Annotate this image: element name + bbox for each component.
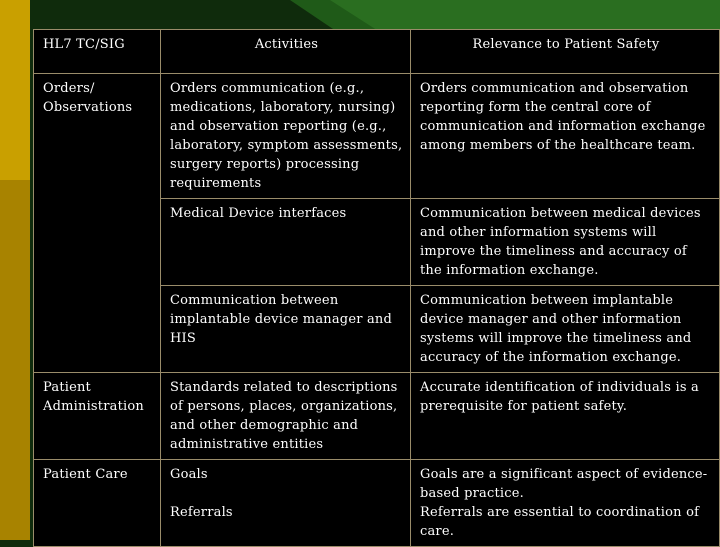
table-row <box>34 74 720 199</box>
activity-cell <box>161 460 411 547</box>
header-tc-sig: HL7 TC/SIG <box>34 30 161 74</box>
group-cell: Patient Care <box>34 460 161 547</box>
group-cell: Patient Administration <box>34 373 161 460</box>
relevance-cell: Communication between medical devices and other information systems will improve the timeliness and accuracy of the information exchange. <box>411 199 720 286</box>
relevance-referrals: Referrals are essential to coordination of care. <box>420 505 700 539</box>
activity-cell: Standards related to descriptions of persons, places, organizations, and other demographic and administrative entities <box>161 373 411 460</box>
activity-referrals: Referrals <box>170 505 233 520</box>
activity-cell: Orders communication (e.g., medications, laboratory, nursing) and observation reporting (e.g., laboratory, symptom assessments, surgery reports) processing requirements <box>161 74 411 199</box>
header-relevance: Relevance to Patient Safety <box>411 30 720 74</box>
header-row <box>34 30 720 74</box>
relevance-cell: Orders communication and observation reporting form the central core of communication and information exchange among members of the healthcare team. <box>411 74 720 199</box>
header-activities: Activities <box>161 30 411 74</box>
safety-table <box>33 29 720 547</box>
activity-cell: Communication between implantable device manager and HIS <box>161 286 411 373</box>
accent-bar-lower <box>0 180 30 540</box>
table-row <box>34 460 720 547</box>
activity-cell: Medical Device interfaces <box>161 199 411 286</box>
relevance-cell <box>411 460 720 547</box>
relevance-cell: Communication between implantable device manager and other information systems will improve the timeliness and accuracy of the information exchange. <box>411 286 720 373</box>
activity-goals: Goals <box>170 467 208 482</box>
relevance-goals: Goals are a significant aspect of evidence-based practice. <box>420 467 708 501</box>
relevance-cell: Accurate identification of individuals is a prerequisite for patient safety. <box>411 373 720 460</box>
group-cell: Orders/ Observations <box>34 74 161 373</box>
table-row <box>34 373 720 460</box>
